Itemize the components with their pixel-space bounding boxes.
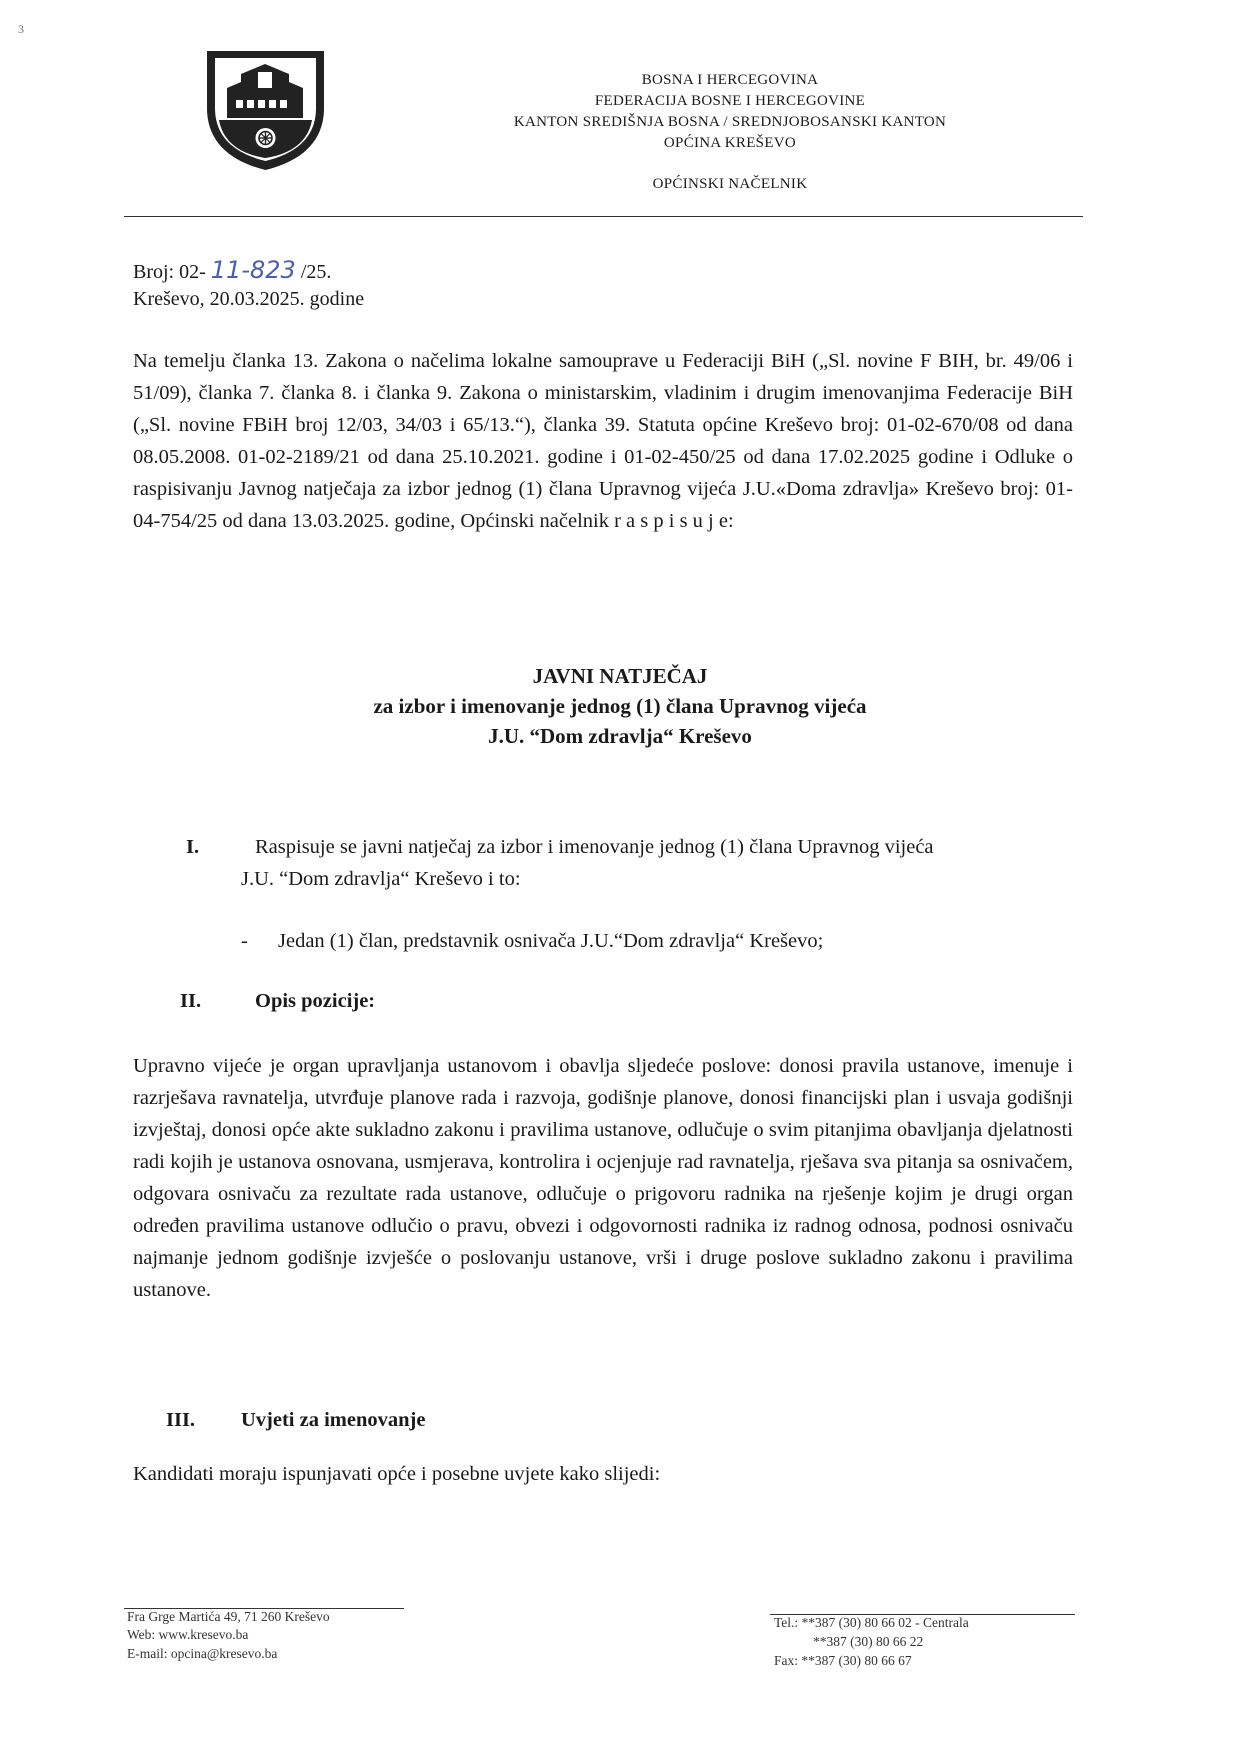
document-title [170,661,1070,751]
municipality-crest-icon [203,48,328,172]
title-line-2: za izbor i imenovanje jednog (1) člana Upravnog vijeća [373,694,867,718]
footer-tel-2: **387 (30) 80 66 22 [813,1634,924,1649]
preamble: Na temelju članka 13. Zakona o načelima lokalne samouprave u Federaciji BiH („Sl. novine F BIH, br. 49/06 i 51/09), članka 7. članka 8. i članka 9. Zakona o ministarskim, vladinim i drugim imenovanjima Federacije BiH („Sl. novine FBiH broj 12/03, 34/03 i 65/13.“), članka 39. Statuta općine Kreševo broj: 01-02-670/08 od dana 08.05.2008. 01-02-2189/21 od dana 25.10.2021. godine i 01-02-450/25 od dana 17.02.2025 godine i Odluke o raspisivanju Javnog natječaja za izbor jednog (1) člana Upravnog vijeća J.U.«Doma zdravlja» Kreševo broj: 01-04-754/25 od dana 13.03.2025. godine, Općinski načelnik r a s p i s u j e: [133,350,1073,532]
footer-address: Fra Grge Martića 49, 71 260 Kreševo [127,1609,330,1624]
handwritten-number: 11-823 [210,256,296,284]
section-2-heading: Opis pozicije: [255,990,376,1012]
section-1-numeral: I. [186,836,200,858]
footer-tel-1: Tel.: **387 (30) 80 66 02 - Centrala [774,1615,969,1630]
header-country: BOSNA I HERCEGOVINA [641,72,819,88]
letterhead [440,70,1020,195]
section-2-text: Upravno vijeće je organ upravljanja ustanovom i obavlja sljedeće poslove: donosi pravila ustanove, imenuje i razrješava ravnatelja, utvrđuje planove rada i razvoja, godišnje planove, donosi financijski plan i usvaja godišnji izvještaj, donosi opće akte sukladno zakonu i pravilima ustanove, odlučuje o svim pitanjima obavljanja djelatnosti radi kojih je ustanova osnovana, usmjerava, kontrolira i ocjenjuje rad ravnatelja, rješava sva pitanja sa osnivačem, odgovara osnivaču za rezultate rada ustanove, odlučuje o prigovoru radnika na rješenje kojim je drugi organ određen pravilima ustanove odlučio o pravu, obvezi i odgovornosti radnika iz radnog odnosa, podnosi osnivaču najmanje jednom godišnje izvješće o poslovanju ustanove, vrši i druge poslove sukladno zakonu i pravilima ustanove. [133,1055,1073,1301]
bullet-dash: - [241,930,248,952]
section-3-text: Kandidati moraju ispunjavati opće i posebne uvjete kako slijedi: [133,1463,661,1485]
header-federation: FEDERACIJA BOSNE I HERCEGOVINE [594,93,866,109]
scan-mark: 3 [18,22,24,36]
section-3-heading: Uvjeti za imenovanje [241,1409,426,1431]
header-office: OPĆINSKI NAČELNIK [652,176,808,192]
section-1-text-line-1: Raspisuje se javni natječaj za izbor i imenovanje jednog (1) člana Upravnog vijeća [255,836,934,858]
title-line-1: JAVNI NATJEČAJ [532,664,708,688]
document-number: Broj: 02- 11-823 /25. [133,256,332,284]
footer-web: Web: www.kresevo.ba [127,1627,249,1642]
section-2-numeral: II. [180,990,202,1012]
footer-email: E-mail: opcina@kresevo.ba [127,1646,278,1661]
title-line-3: J.U. “Dom zdravlja“ Kreševo [488,724,752,748]
document-place-date: Kreševo, 20.03.2025. godine [133,288,365,310]
header-divider [124,216,1083,217]
header-canton: KANTON SREDIŠNJA BOSNA / SREDNJOBOSANSKI KANTON [513,114,947,130]
header-municipality: OPĆINA KREŠEVO [663,135,797,151]
bullet-item: Jedan (1) član, predstavnik osnivača J.U.“Dom zdravlja“ Kreševo; [278,930,824,952]
section-1-text-line-2: J.U. “Dom zdravlja“ Kreševo i to: [241,868,521,890]
footer-fax: Fax: **387 (30) 80 66 67 [774,1653,912,1668]
section-3-numeral: III. [166,1409,196,1431]
